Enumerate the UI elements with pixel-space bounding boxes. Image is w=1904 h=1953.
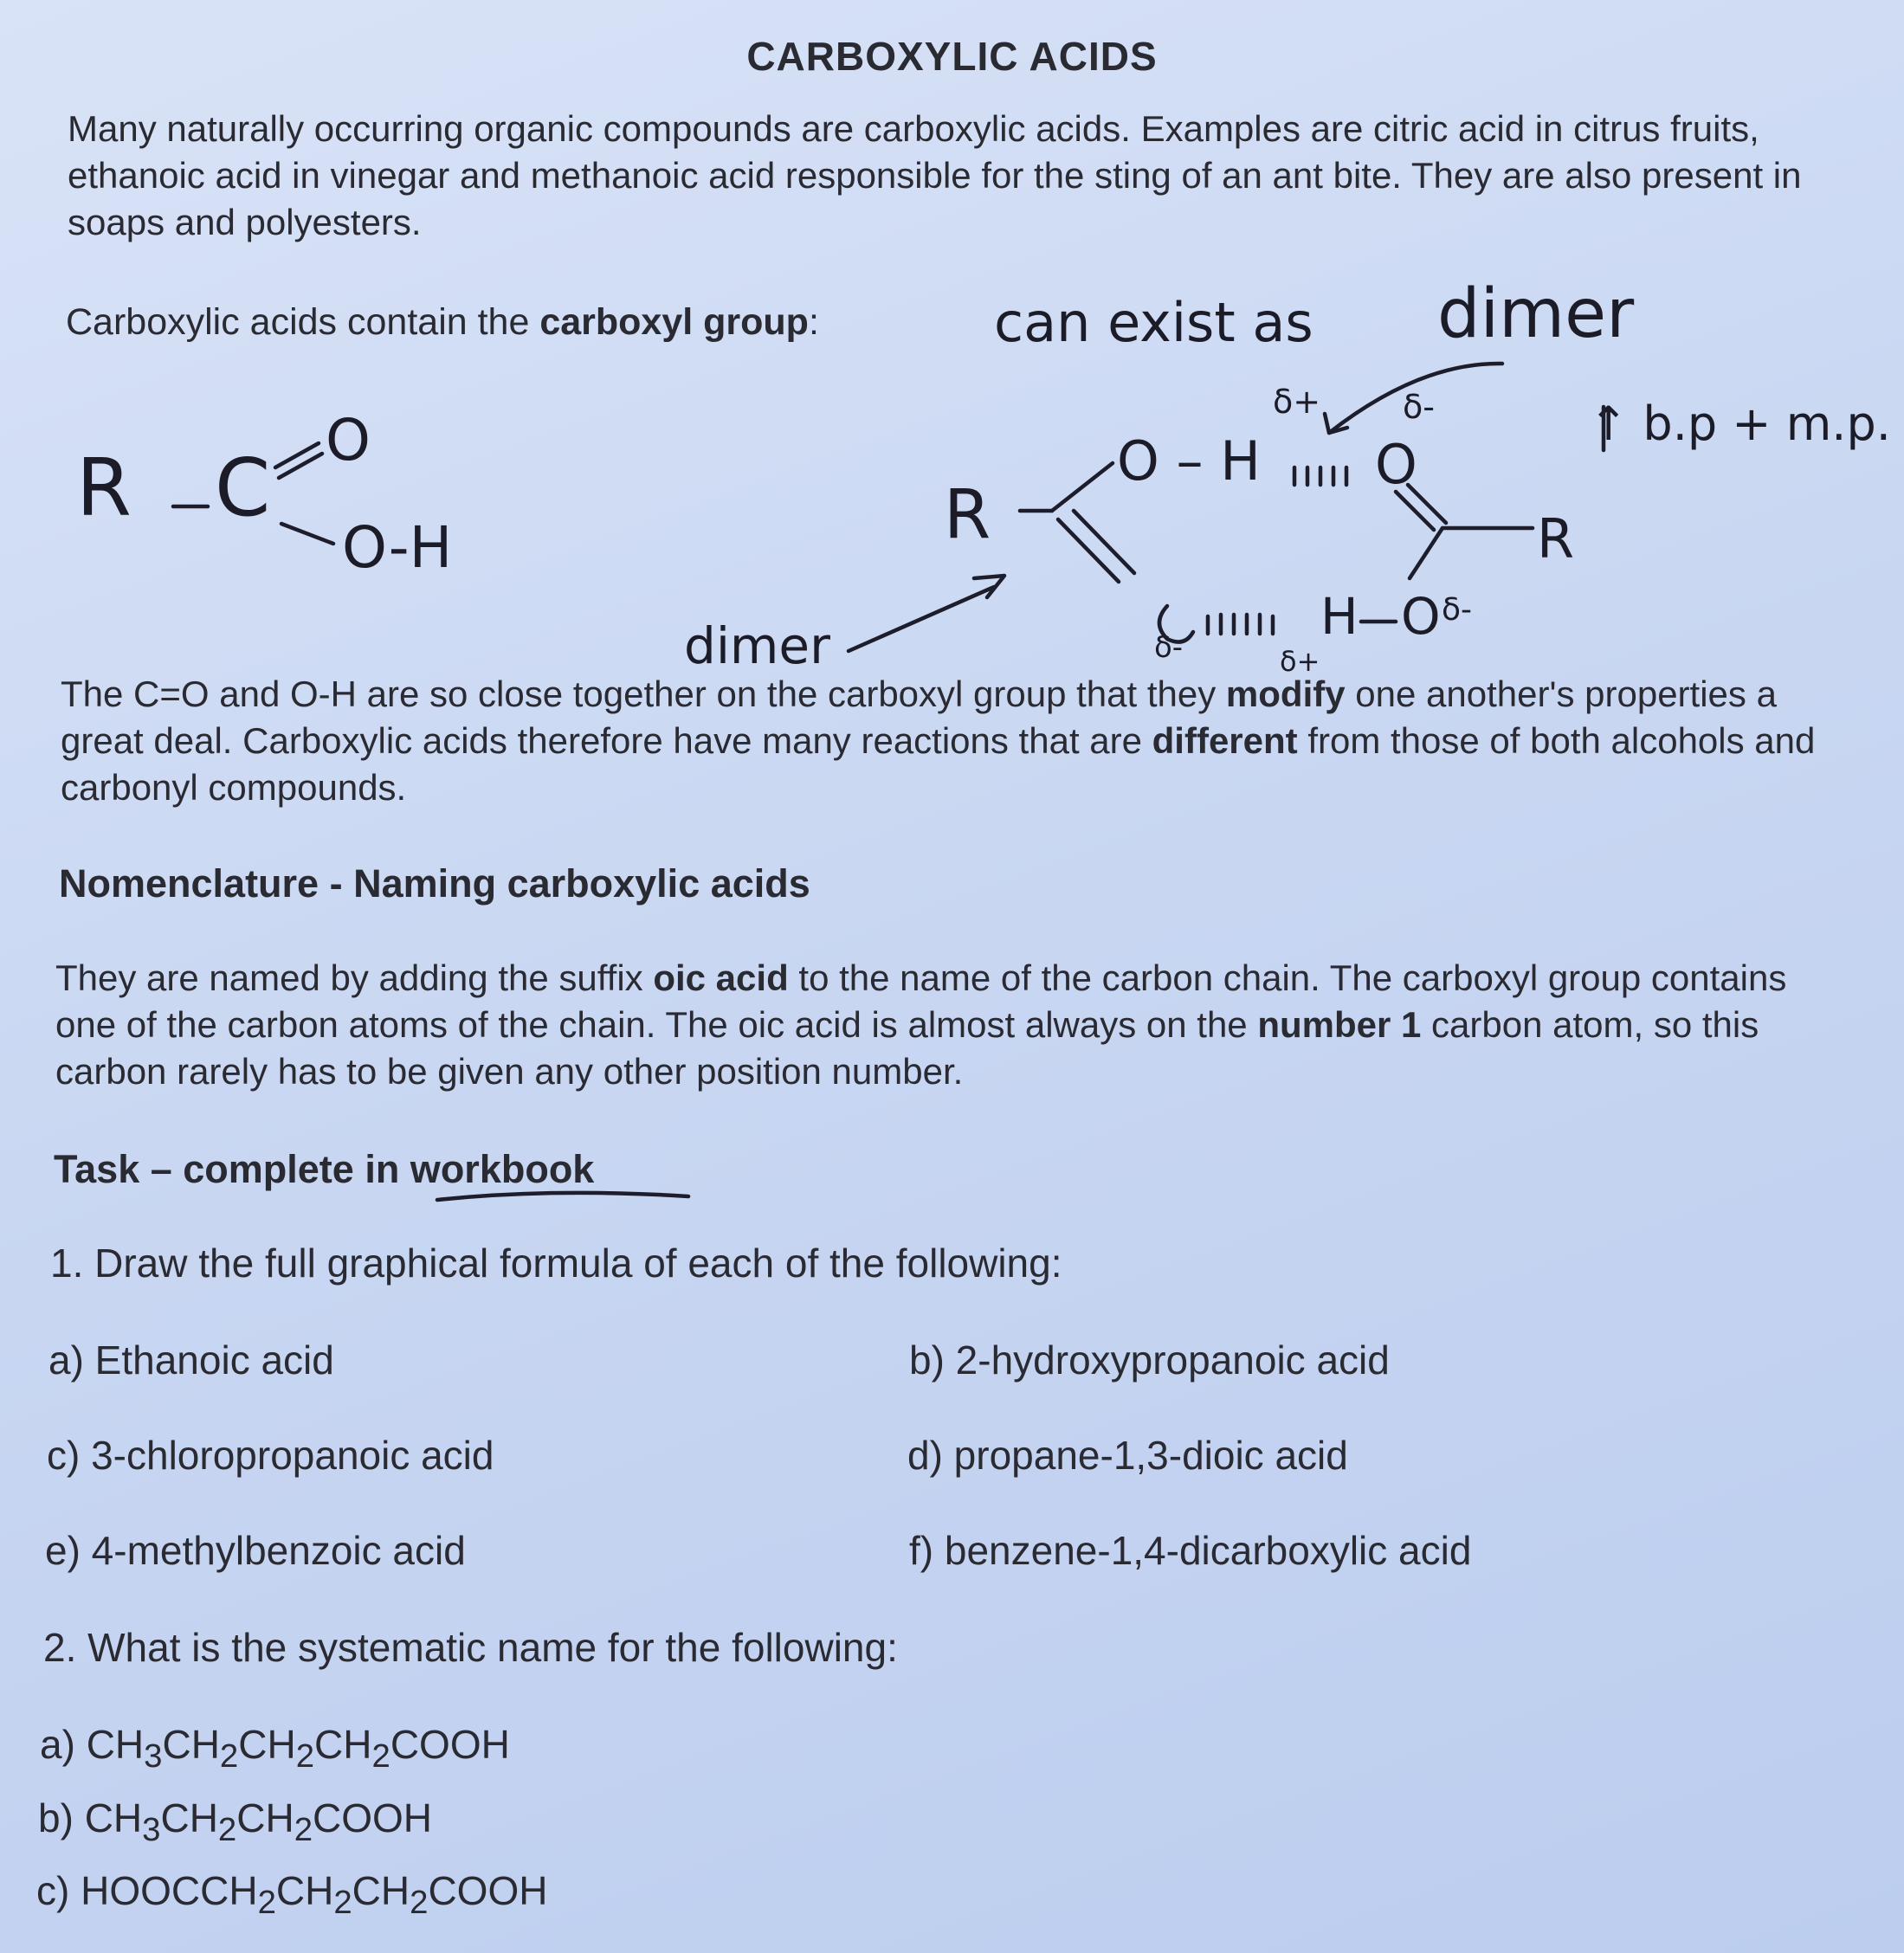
dimer-hbond-top <box>1294 467 1346 485</box>
curved-arrow-top <box>1329 364 1502 433</box>
dimer-double-bond-a <box>1058 519 1119 582</box>
formula-part: HOOCCH <box>81 1868 258 1913</box>
formula-subscript: 2 <box>257 1884 276 1922</box>
naming-text-2: to the name of the carbon chain. The carboxyl group contains one of the carbon atoms of the chain. The oic acid is almost always on the <box>55 957 1787 1045</box>
dimer-right-double-b <box>1408 485 1446 523</box>
formula-subscript: 3 <box>142 1811 161 1849</box>
delta-plus-bottom: δ+ <box>1280 645 1320 678</box>
dimer-o-bottom: O <box>1401 587 1441 646</box>
dimer-h-bottom: H <box>1320 587 1359 646</box>
formula-oh: O-H <box>342 514 453 581</box>
q2-item-b <box>38 1795 432 1849</box>
naming-text-3: carbon atom, so this carbon rarely has to be given any other position number. <box>55 1004 1759 1092</box>
carboxyl-prefix: Carboxylic acids contain the <box>66 301 540 343</box>
intro-paragraph: Many naturally occurring organic compounds are carboxylic acids. Examples are citric acid in citrus fruits, ethanoic acid in vinegar and methanoic acid responsible for the sting of an ant bite. They are also present in soaps and polyesters. <box>68 108 1802 242</box>
modify-paragraph <box>61 671 1827 811</box>
carboxyl-bold: carboxyl group <box>539 301 809 343</box>
formula-subscript: 2 <box>295 1737 315 1776</box>
formula-part: CH <box>160 1795 218 1840</box>
delta-plus-top: δ+ <box>1273 383 1321 421</box>
formula-subscript: 2 <box>410 1884 429 1922</box>
dimer-double-bond-b <box>1074 511 1134 573</box>
number-1-bold: number 1 <box>1257 1004 1422 1045</box>
handwriting-dimer-top: dimer <box>1437 275 1635 353</box>
dimer-hbond-bottom <box>1208 615 1273 634</box>
handwriting-dimer-label: dimer <box>684 616 830 675</box>
delta-minus-right: δ- <box>1442 592 1473 628</box>
q1-item-c: c) 3-chloropropanoic acid <box>47 1433 494 1478</box>
formula-c: C <box>215 442 271 534</box>
dimer-bond-up <box>1052 463 1113 511</box>
naming-text-1: They are named by adding the suffix <box>55 957 654 998</box>
formula-part: CH <box>86 1722 145 1767</box>
formula-r: R <box>76 442 132 534</box>
question-2: 2. What is the systematic name for the following: <box>43 1625 898 1670</box>
dimer-o-right: O <box>1375 433 1417 496</box>
formula-part: CH <box>352 1868 410 1913</box>
formula-subscript: 2 <box>294 1811 313 1849</box>
formula-part: CH <box>275 1868 334 1913</box>
q1-item-b: b) 2-hydroxypropanoic acid <box>909 1337 1390 1383</box>
handwriting-bp-mp: ↑ b.p + m.p. <box>1589 396 1891 451</box>
formula-subscript: 2 <box>371 1737 390 1776</box>
formula-part: CH <box>162 1722 220 1767</box>
q1-item-f: f) benzene-1,4-dicarboxylic acid <box>909 1528 1472 1573</box>
dimer-bottom-swirl <box>1159 606 1193 642</box>
delta-minus-bottom: δ- <box>1154 630 1184 665</box>
handwriting-can-exist-as: can exist as <box>994 291 1313 354</box>
dimer-pointer-arrow <box>849 587 994 651</box>
formula-part: CH <box>236 1795 294 1840</box>
page-title: CARBOXYLIC ACIDS <box>746 34 1158 79</box>
formula-part: CH <box>314 1722 372 1767</box>
formula-subscript: 2 <box>333 1884 352 1922</box>
formula-o: O <box>326 407 371 474</box>
nomenclature-heading: Nomenclature - Naming carboxylic acids <box>59 861 810 906</box>
q2-a-label: a) <box>40 1722 87 1767</box>
q2-c-label: c) <box>36 1868 81 1913</box>
formula-double-bond-upper <box>275 443 319 467</box>
formula-subscript: 2 <box>217 1811 237 1849</box>
formula-part: CH <box>84 1795 143 1840</box>
formula-part: COOH <box>313 1795 433 1840</box>
dimer-r-right: R <box>1537 507 1575 570</box>
formula-part: COOH <box>428 1868 548 1913</box>
modify-text-1: The C=O and O-H are so close together on the carboxyl group that they <box>61 674 1226 714</box>
q1-item-e: e) 4-methylbenzoic acid <box>45 1528 466 1573</box>
naming-paragraph <box>55 955 1830 1095</box>
oic-acid-bold: oic acid <box>653 957 789 998</box>
q2-item-c <box>36 1867 547 1922</box>
q2-b-label: b) <box>38 1795 85 1840</box>
formula-part: CH <box>238 1722 296 1767</box>
q2-item-a <box>40 1721 510 1776</box>
question-1: 1. Draw the full graphical formula of each of the following: <box>50 1241 1062 1286</box>
q1-item-a: a) Ethanoic acid <box>48 1337 334 1383</box>
carboxyl-suffix: : <box>808 301 819 343</box>
modify-text-3: from those of both alcohols and carbonyl compounds. <box>61 720 1816 808</box>
workbook-underline <box>437 1193 688 1200</box>
modify-bold: modify <box>1225 674 1346 714</box>
formula-subscript: 3 <box>144 1737 163 1776</box>
different-bold: different <box>1152 720 1298 761</box>
formula-single-bond-lower <box>281 524 333 544</box>
modify-text-2: one another's properties a great deal. Carboxylic acids therefore have many reactions that are <box>61 674 1777 761</box>
q1-item-d: d) propane-1,3-dioic acid <box>907 1433 1348 1478</box>
dimer-o-h: O – H <box>1117 429 1261 493</box>
dimer-r-left: R <box>944 476 991 554</box>
dimer-right-double-a <box>1396 492 1434 530</box>
delta-minus-top: δ- <box>1403 388 1435 426</box>
task-heading: Task – complete in workbook <box>54 1147 595 1191</box>
formula-subscript: 2 <box>219 1737 239 1776</box>
formula-part: COOH <box>390 1722 510 1767</box>
formula-double-bond-lower <box>279 454 322 478</box>
dimer-right-bond-down <box>1410 528 1443 578</box>
